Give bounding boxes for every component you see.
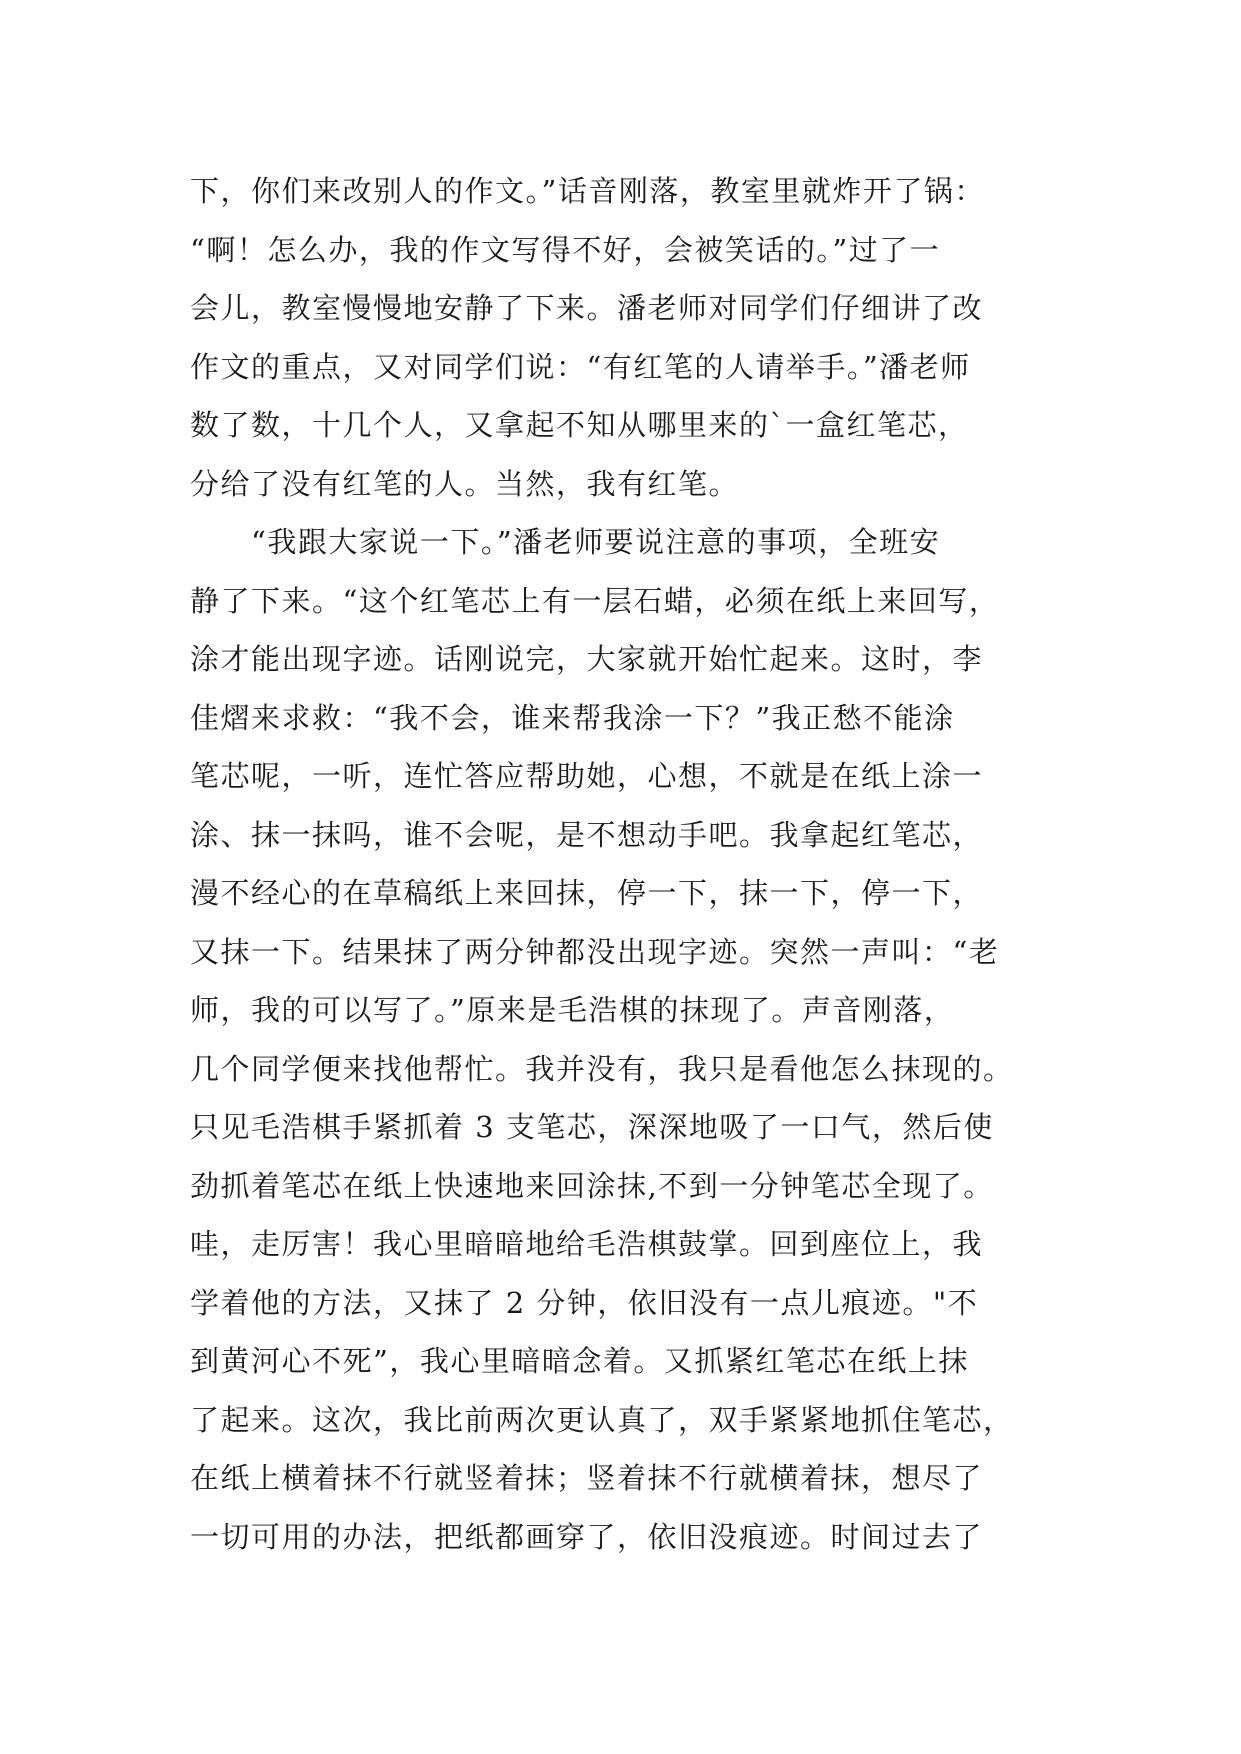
text-line: 在纸上横着抹不行就竖着抹；竖着抹不行就横着抹，想尽了 [190,1461,984,1495]
text-line: 劲抓着笔芯在纸上快速地来回涂抹,不到一分钟笔芯全现了。 [190,1168,994,1203]
text-line: 漫不经心的在草稿纸上来回抹，停一下，抹一下，停一下， [190,876,984,910]
text-line: 佳熠来求救：“我不会，谁来帮我涂一下？”我正愁不能涂 [190,700,955,735]
text-line: 一切可用的办法，把纸都画穿了，依旧没痕迹。时间过去了 [190,1519,984,1554]
text-line: 会儿，教室慢慢地安静了下来。潘老师对同学们仔细讲了改 [190,291,984,325]
text-line: 数了数，十几个人，又拿起不知从哪里来的`一盒红笔芯， [190,408,969,442]
text-line: 了起来。这次，我比前两次更认真了，双手紧紧地抓住笔芯， [190,1402,1014,1437]
text-line: “啊！怎么办，我的作文写得不好，会被笑话的。”过了一 [190,232,941,267]
text-line: 几个同学便来找他帮忙。我并没有，我只是看他怎么抹现的。 [190,1051,1014,1086]
text-line: 笔芯呢，一听，连忙答应帮助她，心想，不就是在纸上涂一 [190,759,984,793]
text-line: “我跟大家说一下。”潘老师要说注意的事项，全班安 [190,525,941,559]
text-line: 师，我的可以写了。”原来是毛浩棋的抹现了。声音刚落， [190,993,955,1027]
text-line: 又抹一下。结果抹了两分钟都没出现字迹。突然一声叫：“老 [190,934,1000,969]
text-line: 学着他的方法，又抹了 2 分钟，依旧没有一点儿痕迹。"不 [190,1285,979,1320]
text-line: 分给了没有红笔的人。当然，我有红笔。 [190,466,740,501]
text-line: 下，你们来改别人的作文。”话音刚落，教室里就炸开了锅： [190,174,985,208]
text-line: 涂才能出现字迹。话刚说完，大家就开始忙起来。这时，李 [190,642,984,676]
text-line: 静了下来。“这个红笔芯上有一层石蜡，必须在纸上来回写， [190,583,1000,618]
text-line: 只见毛浩棋手紧抓着 3 支笔芯，深深地吸了一口气，然后使 [190,1110,994,1144]
text-line: 涂、抹一抹吗，谁不会呢，是不想动手吧。我拿起红笔芯， [190,817,984,852]
text-line: 哇，走厉害！我心里暗暗地给毛浩棋鼓掌。回到座位上，我 [190,1227,984,1261]
essay-text [190,162,1090,1566]
text-line: 作文的重点，又对同学们说：“有红笔的人请举手。”潘老师 [190,349,971,384]
text-line: 到黄河心不死”，我心里暗暗念着。又抓紧红笔芯在纸上抹 [190,1344,969,1378]
